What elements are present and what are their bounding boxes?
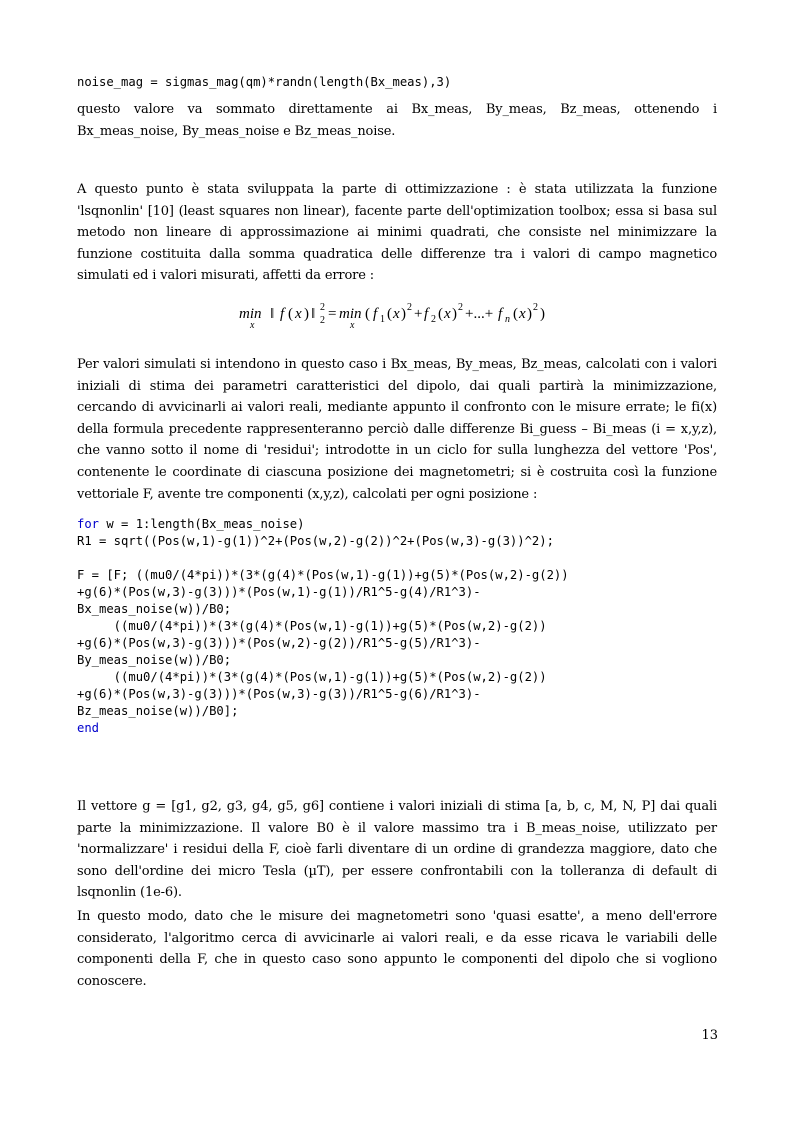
svg-text:x: x xyxy=(350,320,355,331)
svg-text:f: f xyxy=(424,306,429,322)
svg-text:(: ( xyxy=(438,306,443,322)
svg-text:‖: ‖ xyxy=(311,306,316,322)
page-number: 13 xyxy=(701,1028,718,1043)
svg-text:(: ( xyxy=(365,306,370,322)
svg-text:f: f xyxy=(373,306,378,322)
svg-text:): ) xyxy=(401,306,406,322)
paragraph-vector-g: Il vettore g = [g1, g2, g3, g4, g5, g6] contiene i valori iniziali di stima [a, b, c, M, N, P] dai quali parte la minimizzazione. Il valore B0 è il valore massimo tra i B_meas_noise, utilizzato per 'normalizzare' i residui della F, cioè farli diventare di un ordine di grandezza maggiore, dato che sono dell'ordine dei micro Tesla (µT), per essere confrontabili con la tolleranza di default di lsqnonlin (1e-6). xyxy=(77,799,717,901)
svg-text:2: 2 xyxy=(320,315,325,326)
code-loop xyxy=(77,516,569,737)
svg-text:+: + xyxy=(414,306,423,322)
paragraph-noise: questo valore va sommato direttamente ai Bx_meas, By_meas, Bz_meas, ottenendo i Bx_meas_noise, By_meas_noise e Bz_meas_noise. xyxy=(77,102,717,139)
svg-text:): ) xyxy=(452,306,457,322)
paragraph-simulated-values: Per valori simulati si intendono in questo caso i Bx_meas, By_meas, Bz_meas, calcolati con i valori iniziali di stima dei parametri caratteristici del dipolo, dai quali partirà la minimizzazione, cercando di avvicinarli ai valori reali, mediante appunto il confronto con le misure errate; le fi(x) della formula precedente rappresenteranno perciò dalle differenze Bi_guess – Bi_meas (i = x,y,z), che vanno sotto il nome di 'residui'; introdotte in un ciclo for sulla lunghezza del vettore 'Pos', contenente le coordinate di ciascuna posizione dei magnetometri; si è costruita così la funzione vettoriale F, avente tre componenti (x,y,z), calcolati per ogni posizione : xyxy=(77,357,717,502)
svg-text:2: 2 xyxy=(458,302,463,313)
svg-text:1: 1 xyxy=(380,314,385,325)
svg-text:f: f xyxy=(280,306,285,322)
svg-text:): ) xyxy=(540,306,545,322)
for-statement: w = 1:length(Bx_meas_noise) xyxy=(99,517,305,531)
svg-text:2: 2 xyxy=(320,302,325,313)
svg-text:): ) xyxy=(304,306,309,322)
svg-text:x: x xyxy=(295,306,302,322)
least-squares-formula xyxy=(230,296,570,336)
svg-text:n: n xyxy=(505,314,510,325)
svg-text:x: x xyxy=(393,306,400,322)
code-noise-mag: noise_mag = sigmas_mag(qm)*randn(length(Bx_meas),3) xyxy=(77,75,452,89)
svg-text:x: x xyxy=(250,320,255,331)
svg-text:f: f xyxy=(498,306,503,322)
svg-text:=: = xyxy=(328,306,337,322)
svg-text:+...+: +...+ xyxy=(465,306,494,322)
svg-text:x: x xyxy=(519,306,526,322)
svg-text:min: min xyxy=(339,306,362,322)
svg-text:x: x xyxy=(444,306,451,322)
svg-text:(: ( xyxy=(387,306,392,322)
svg-text:): ) xyxy=(527,306,532,322)
code-loop-body: R1 = sqrt((Pos(w,1)-g(1))^2+(Pos(w,2)-g(2))^2+(Pos(w,3)-g(3))^2); F = [F; ((mu0/(4*pi))*(3*(g(4)*(Pos(w,1)-g(1))+g(5)*(Pos(w,2)-g(2)) +g(6)*(Pos(w,3)-g(3)))*(Pos(w,1)-g(1))/R1^5-g(4)/R1^3)- Bx_meas_noise(w))/B0; ((mu0/(4*pi))*(3*(g(4)*(Pos(w,1)-g(1))+g(5)*(Pos(w,2)-g(2)) +g(6)*(Pos(w,3)-g(3)))*(Pos(w,2)-g(2))/R1^5-g(5)/R1^3)- By_meas_noise(w))/B0; ((mu0/(4*pi))*(3*(g(4)*(Pos(w,1)-g(1))+g(5)*(Pos(w,2)-g(2)) +g(6)*(Pos(w,3)-g(3)))*(Pos(w,3)-g(3))/R1^5-g(6)/R1^3)- Bz_meas_noise(w))/B0]; xyxy=(77,534,569,718)
svg-text:2: 2 xyxy=(431,314,436,325)
svg-text:‖: ‖ xyxy=(270,306,275,322)
paragraph-conclusion: In questo modo, dato che le misure dei magnetometri sono 'quasi esatte', a meno dell'errore considerato, l'algoritmo cerca di avvicinarle ai valori reali, e da esse ricava le variabili delle componenti della F, che in questo caso sono appunto le componenti del dipolo che si vogliono conoscere. xyxy=(77,909,717,989)
svg-text:min: min xyxy=(239,306,262,322)
keyword-end: end xyxy=(77,721,100,735)
paragraph-lsqnonlin: A questo punto è stata sviluppata la parte di ottimizzazione : è stata utilizzata la funzione 'lsqnonlin' [10] (least squares non linear), facente parte dell'optimization toolbox; essa si basa sul metodo non lineare di approssimazione ai minimi quadrati, che consiste nel minimizzare la funzione costituita dalla somma quadratica delle differenze tra i valori di campo magnetico simulati ed i valori misurati, affetti da errore : xyxy=(77,182,717,284)
svg-text:2: 2 xyxy=(533,302,538,313)
svg-text:(: ( xyxy=(288,306,293,322)
svg-text:2: 2 xyxy=(407,302,412,313)
svg-text:(: ( xyxy=(513,306,518,322)
keyword-for: for xyxy=(77,517,100,531)
